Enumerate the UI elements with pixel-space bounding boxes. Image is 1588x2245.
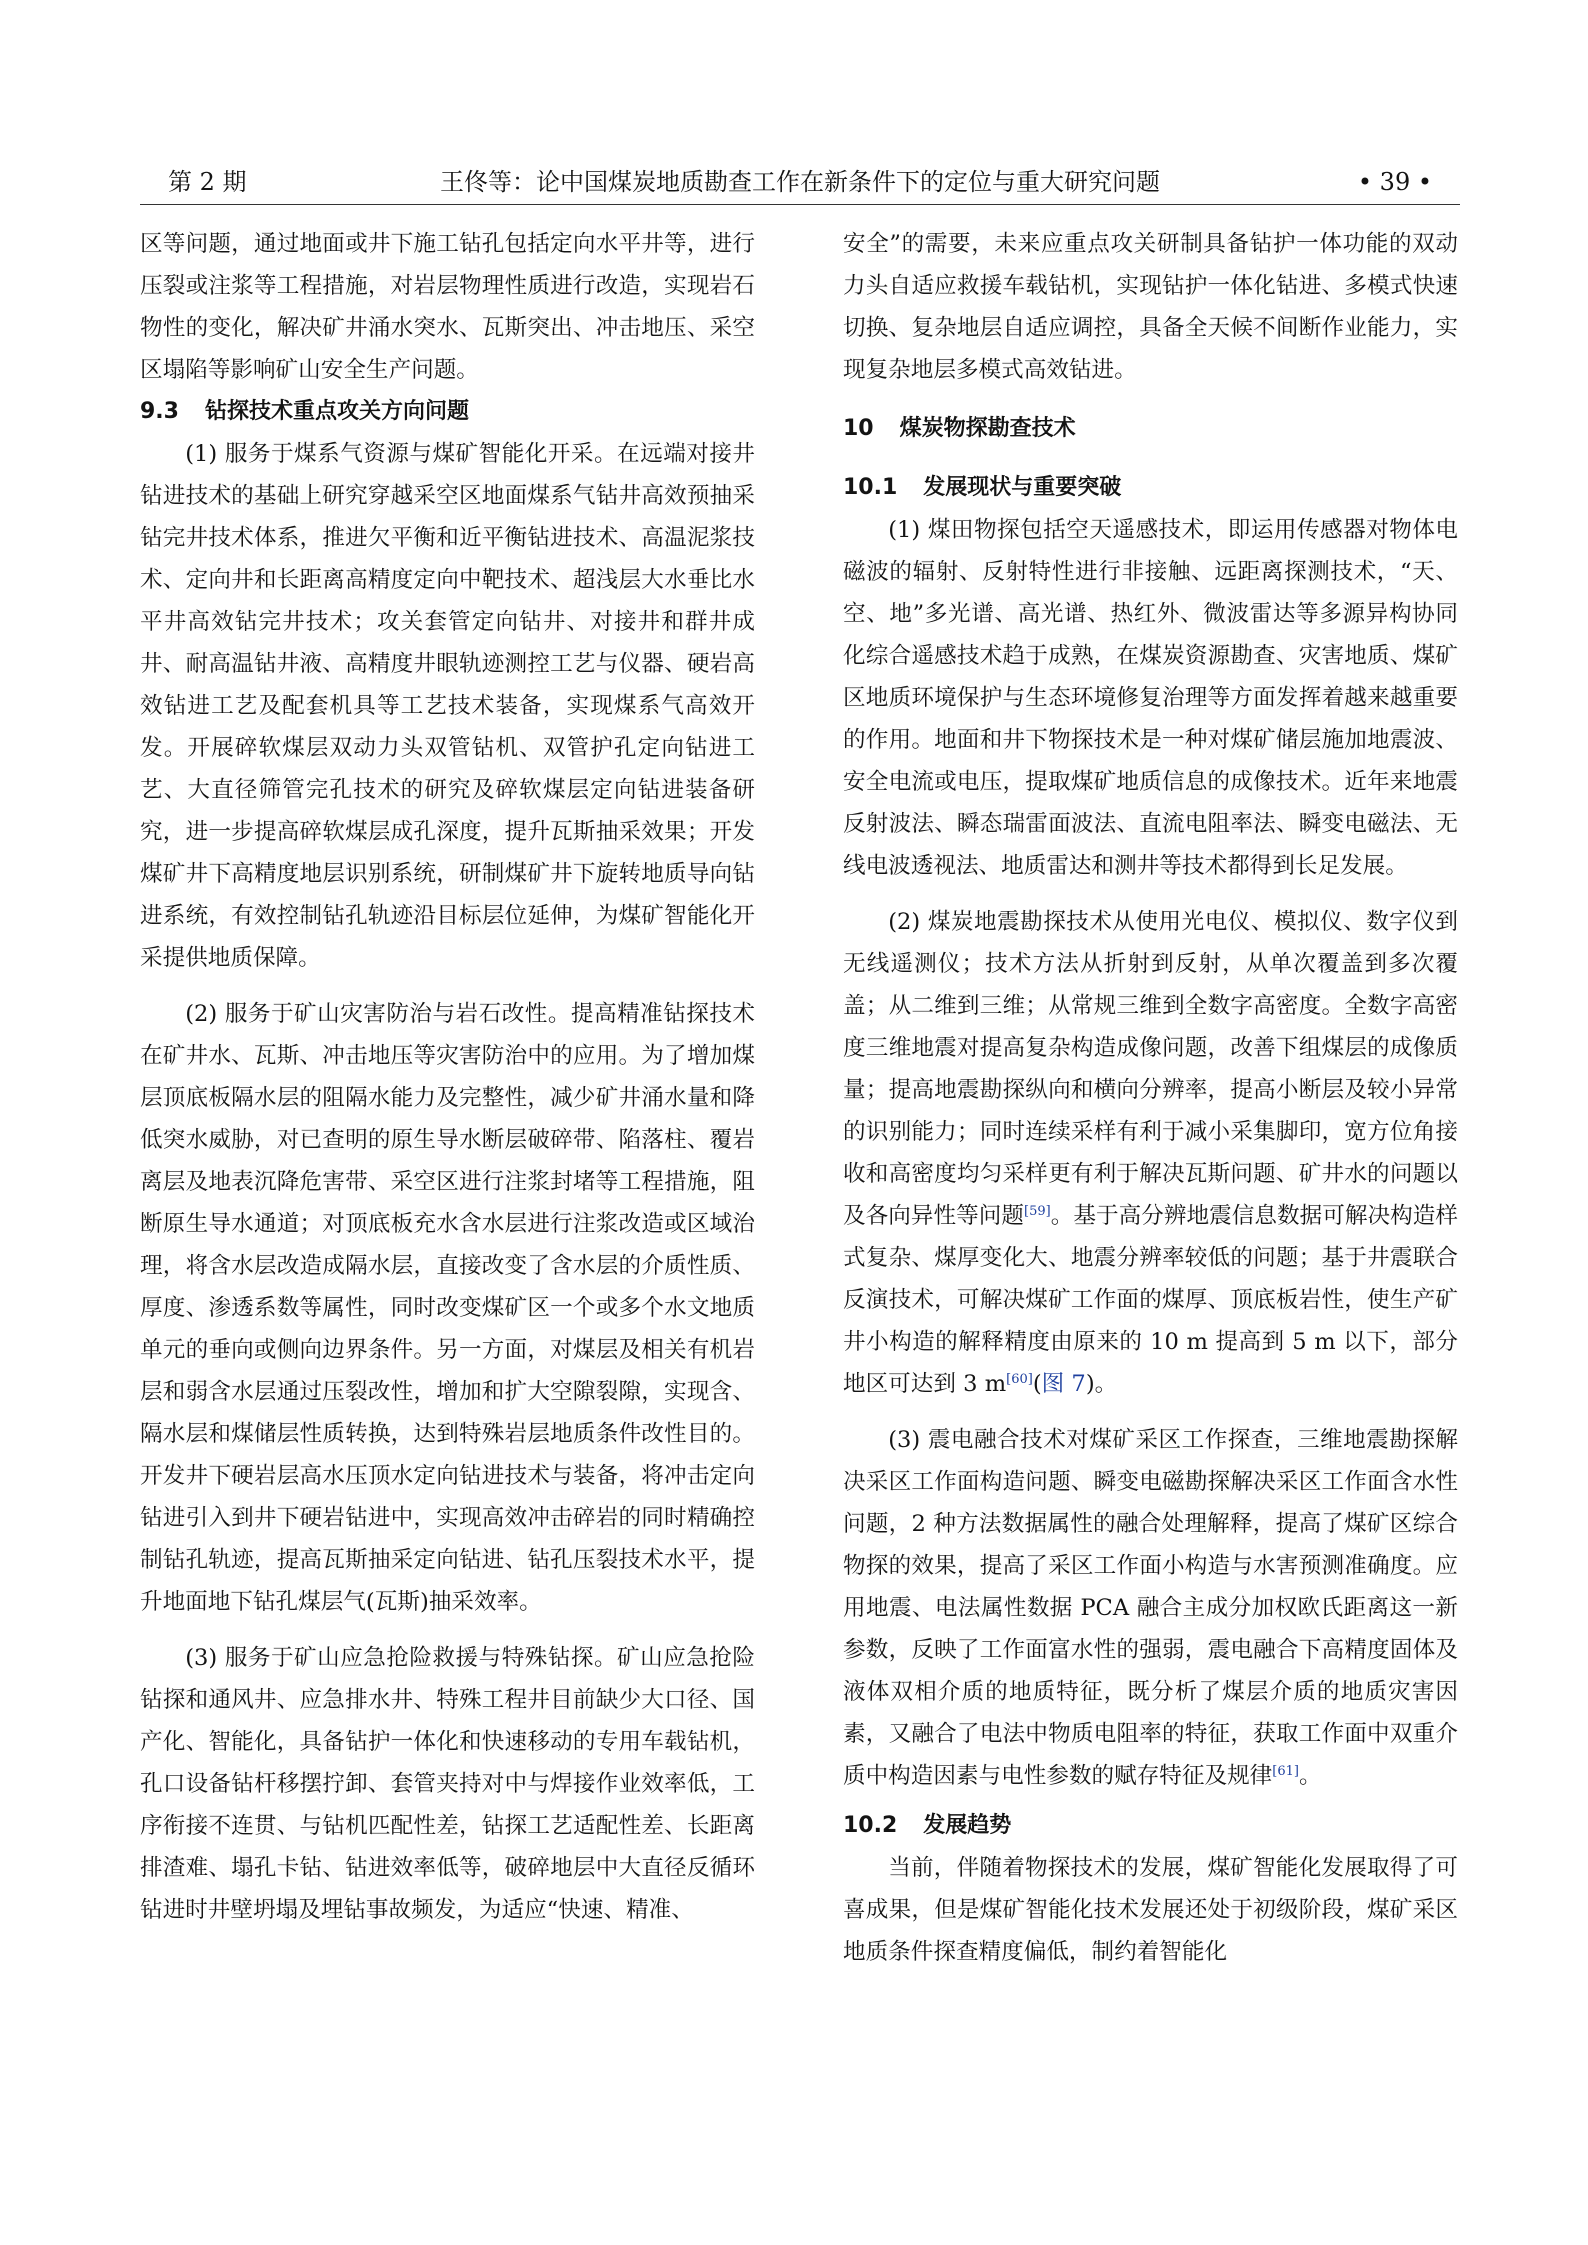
section-title: 发展现状与重要突破 [923,475,1122,500]
section-title: 煤炭物探勘查技术 [899,416,1076,441]
citation-link[interactable]: [60] [1006,1372,1033,1387]
issue-number: 第 2 期 [168,168,247,196]
paragraph: 当前，伴随着物探技术的发展，煤矿智能化发展取得了可喜成果，但是煤矿智能化技术发展还处于初级阶段，煤矿采区地质条件探查精度偏低，制约着智能化 [843,1855,1458,1965]
citation-link[interactable]: [59] [1024,1204,1051,1219]
text-run: )。 [1085,1371,1118,1397]
section-number: 10.2 [843,1813,898,1838]
text-run: (2) 煤炭地震勘探技术从使用光电仪、模拟仪、数字仪到无线遥测仪；技术方法从折射到反射，从单次覆盖到多次覆盖；从二维到三维；从常规三维到全数字高密度。全数字高密度三维地震对提高复杂构造成像问题，改善下组煤层的成像质量；提高地震勘探纵向和横向分辨率，提高小断层及较小异常的识别能力；同时连续采样有利于减小采集脚印，宽方位角接收和高密度均匀采样更有利于解决瓦斯问题、矿井水的问题以及各向异性等问题 [843,909,1458,1229]
paragraph [843,901,1458,1405]
section-heading-10-2 [843,1805,1458,1847]
section-heading-10 [843,407,1458,451]
section-number: 9.3 [140,399,179,424]
section-title: 钻探技术重点攻关方向问题 [204,399,469,424]
citation-link[interactable]: [61] [1272,1764,1299,1779]
text-run: (3) 震电融合技术对煤矿采区工作探查，三维地震勘探解决采区工作面构造问题、瞬变电磁勘探解决采区工作面含水性问题，2 种方法数据属性的融合处理解释，提高了煤矿区综合物探的效果，提高了采区工作面小构造与水害预测准确度。应用地震、电法属性数据 PCA 融合主成分加权欧氏距离这一新参数，反映了工作面富水性的强弱，震电融合下高精度固体及液体双相介质的地质特征，既分析了煤层介质的地质灾害因素，又融合了电法中物质电阻率的特征，获取工作面中双重介质中构造因素与电性参数的赋存特征及规律 [843,1427,1458,1789]
text-run: 。 [1298,1763,1322,1789]
paragraph: 安全”的需要，未来应重点攻关研制具备钻护一体功能的双动力头自适应救援车载钻机，实现钻护一体化钻进、多模式快速切换、复杂地层自适应调控，具备全天候不间断作业能力，实现复杂地层多模式高效钻进。 [843,231,1458,383]
paragraph: 区等问题，通过地面或井下施工钻孔包括定向水平井等，进行压裂或注浆等工程措施，对岩层物理性质进行改造，实现岩石物性的变化，解决矿井涌水突水、瓦斯突出、冲击地压、采空区塌陷等影响矿山安全生产问题。 [140,231,755,383]
right-column [843,223,1458,1973]
section-number: 10 [843,416,874,441]
paragraph: (1) 服务于煤系气资源与煤矿智能化开采。在远端对接井钻进技术的基础上研究穿越采空区地面煤系气钻井高效预抽采钻完井技术体系，推进欠平衡和近平衡钻进技术、高温泥浆技术、定向井和长距离高精度定向中靶技术、超浅层大水垂比水平井高效钻完井技术；攻关套管定向钻井、对接井和群井成井、耐高温钻井液、高精度井眼轨迹测控工艺与仪器、硬岩高效钻进工艺及配套机具等工艺技术装备，实现煤系气高效开发。开展碎软煤层双动力头双管钻机、双管护孔定向钻进工艺、大直径筛管完孔技术的研究及碎软煤层定向钻进装备研究，进一步提高碎软煤层成孔深度，提升瓦斯抽采效果；开发煤矿井下高精度地层识别系统，研制煤矿井下旋转地质导向钻进系统，有效控制钻孔轨迹沿目标层位延伸，为煤矿智能化开采提供地质保障。 [140,441,755,971]
paragraph [843,1419,1458,1797]
figure-link[interactable]: 图 7 [1041,1371,1086,1397]
paragraph: (2) 服务于矿山灾害防治与岩石改性。提高精准钻探技术在矿井水、瓦斯、冲击地压等灾害防治中的应用。为了增加煤层顶底板隔水层的阻隔水能力及完整性，减少矿井涌水量和降低突水威胁，对已查明的原生导水断层破碎带、陷落柱、覆岩离层及地表沉降危害带、采空区进行注浆封堵等工程措施，阻断原生导水通道；对顶底板充水含水层进行注浆改造或区域治理，将含水层改造成隔水层，直接改变了含水层的介质性质、厚度、渗透系数等属性，同时改变煤矿区一个或多个水文地质单元的垂向或侧向边界条件。另一方面，对煤层及相关有机岩层和弱含水层通过压裂改性，增加和扩大空隙裂隙，实现含、隔水层和煤储层性质转换，达到特殊岩层地质条件改性目的。开发井下硬岩层高水压顶水定向钻进技术与装备，将冲击定向钻进引入到井下硬岩钻进中，实现高效冲击碎岩的同时精确控制钻孔轨迹，提高瓦斯抽采定向钻进、钻孔压裂技术水平，提升地面地下钻孔煤层气(瓦斯)抽采效率。 [140,1001,755,1615]
text-run: 。基于高分辨地震信息数据可解决构造样式复杂、煤厚变化大、地震分辨率较低的问题；基于井震联合反演技术，可解决煤矿工作面的煤厚、顶底板岩性，使生产矿井小构造的解释精度由原来的 10 m 提高到 5 m 以下，部分地区可达到 3 m [843,1203,1459,1397]
text-run: ( [1032,1371,1042,1397]
paragraph: (3) 服务于矿山应急抢险救援与特殊钻探。矿山应急抢险钻探和通风井、应急排水井、特殊工程井目前缺少大口径、国产化、智能化，具备钻护一体化和快速移动的专用车载钻机，孔口设备钻杆移摆拧卸、套管夹持对中与焊接作业效率低，工序衔接不连贯、与钻机匹配性差，钻探工艺适配性差、长距离排渣难、塌孔卡钻、钻进效率低等，破碎地层中大直径反循环钻进时井壁坍塌及埋钻事故频发，为适应“快速、精准、 [140,1645,755,1923]
left-column [140,223,755,1931]
section-heading-9-3 [140,391,755,433]
paragraph: (1) 煤田物探包括空天遥感技术，即运用传感器对物体电磁波的辐射、反射特性进行非接触、远距离探测技术，“天、空、地”多光谱、高光谱、热红外、微波雷达等多源异构协同化综合遥感技术趋于成熟，在煤炭资源勘查、灾害地质、煤矿区地质环境保护与生态环境修复治理等方面发挥着越来越重要的作用。地面和井下物探技术是一种对煤矿储层施加地震波、安全电流或电压，提取煤矿地质信息的成像技术。近年来地震反射波法、瞬态瑞雷面波法、直流电阻率法、瞬变电磁法、无线电波透视法、地质雷达和测井等技术都得到长足发展。 [843,517,1458,879]
section-title: 发展趋势 [923,1813,1012,1838]
section-heading-10-1 [843,467,1458,509]
page-number: • 39 • [1357,168,1432,196]
section-number: 10.1 [843,475,898,500]
running-title: 王佟等：论中国煤炭地质勘查工作在新条件下的定位与重大研究问题 [440,168,1160,196]
running-header [140,160,1460,205]
